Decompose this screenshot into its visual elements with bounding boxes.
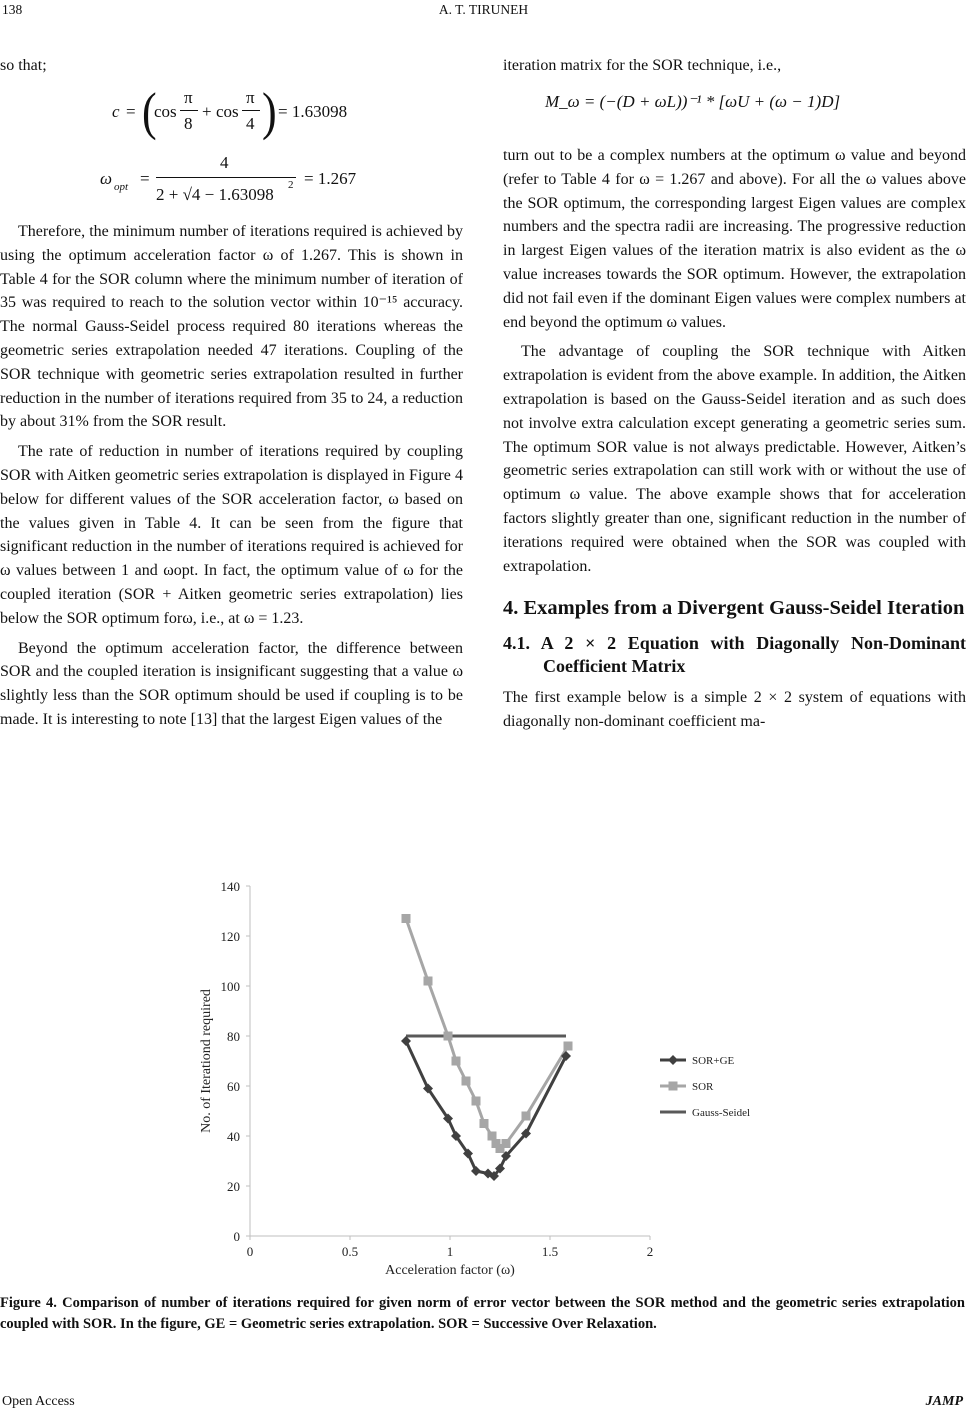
data-point (480, 1119, 489, 1128)
paragraph: Beyond the optimum acceleration factor, the difference between SOR and the coupled iteration is insignificant suggesting that a value ω slightly less than the SOR optimum should be used if coupling is to be made. It is interesting to note [13] that the largest Eigen values of the (0, 639, 463, 728)
data-point (502, 1139, 511, 1148)
paragraph: The first example below is a simple 2 × 2 system of equations with diagonally non-dominant coefficient ma- (503, 689, 966, 731)
figure-4-chart (190, 870, 790, 1290)
data-point (522, 1112, 531, 1121)
x-tick-label: 1.5 (541, 1244, 559, 1259)
paragraph: so that; (0, 57, 47, 74)
legend-label: SOR (692, 1081, 714, 1093)
paragraph: turn out to be a complex numbers at the optimum ω value and beyond (refer to Table 4 for ω = 1.267 and above). For all the ω values above the SOR optimum, the corresponding largest Eigen values are complex numbers and the spectra radii are increasing. The progressive reduction in largest Eigen values of the iteration matrix is also evident as the ω value increases towards the SOR optimum. However, the extrapolation did not fail even if the dominant Eigen values were complex numbers at end beyond the optimum ω values. (503, 147, 966, 331)
data-point (462, 1077, 471, 1086)
y-tick-label: 100 (220, 979, 240, 994)
data-point (452, 1057, 461, 1066)
y-tick-label: 80 (227, 1029, 240, 1044)
subsection-heading: 4.1. A 2 × 2 Equation with Diagonally Non-Dominant Coefficient Matrix (503, 633, 966, 677)
series-line-sor-ge (406, 1041, 566, 1176)
y-tick-label: 40 (227, 1129, 240, 1144)
data-point (669, 1082, 678, 1091)
paragraph: iteration matrix for the SOR technique, i.e., (503, 57, 782, 74)
paragraph: Therefore, the minimum number of iterations required is achieved by using the optimum acceleration factor ω of 1.267. This is shown in Table 4 for the SOR column where the minimum number of iteration of 35 was required to reach to the solution vector within 10⁻¹⁵ accuracy. The normal Gauss-Seidel process required 80 iterations whereas the geometric series extrapolation needed 47 iterations. Coupling of the SOR technique with geometric series extrapolation resulted in further reduction in the number of iterations required from 35 to 24, a reduction by about 31% from the SOR result. (0, 223, 463, 431)
y-tick-label: 140 (220, 879, 240, 894)
footer-open-access: Open Access (2, 1394, 75, 1409)
paragraph: The rate of reduction in number of iterations required by coupling SOR with Aitken geometric series extrapolation is displayed in Figure 4 below for different values of the SOR acceleration factor, ω based on the values given in Table 4. It can be seen from the figure that significant reduction in the number of iterations required is achieved for ω values between 1 and ωopt. In fact, the optimum value of ω for the coupled iteration (SOR + Aitken geometric series extrapolation) lies below the SOR optimum forω, i.e., at ω = 1.23. (0, 443, 463, 627)
data-point (668, 1055, 678, 1065)
data-point (564, 1042, 573, 1051)
section-heading: 4. Examples from a Divergent Gauss-Seidel Iteration (503, 597, 965, 620)
series-line-sor (406, 919, 568, 1149)
x-tick-label: 2 (646, 1244, 654, 1259)
equation-m-omega: M_ω = (−(D + ωL))⁻¹ * [ωU + (ω − 1)D] (545, 92, 841, 111)
page-number: 138 (2, 2, 23, 17)
footer-journal: JAMP (925, 1394, 963, 1409)
legend-label: SOR+GE (692, 1055, 735, 1067)
x-tick-label: 0 (246, 1244, 254, 1259)
right-column-body (503, 144, 966, 734)
equation-c: c = ( cos π 8 + cos π 4 ) = 1.63098 (112, 82, 348, 141)
data-point (472, 1097, 481, 1106)
x-axis-label: Acceleration factor (ω) (385, 1263, 515, 1278)
data-point (402, 914, 411, 923)
left-column (0, 54, 463, 78)
y-tick-label: 0 (233, 1229, 240, 1244)
legend-label: Gauss-Seidel (692, 1107, 751, 1119)
x-tick-label: 0.5 (341, 1244, 359, 1259)
data-point (471, 1166, 481, 1176)
y-tick-label: 60 (227, 1079, 240, 1094)
data-point (424, 977, 433, 986)
equation-omega-opt: ω opt = 4 2 + √4 − 1.63098 2 = 1.267 (100, 153, 357, 204)
left-column-body (0, 220, 463, 732)
y-tick-label: 20 (227, 1179, 240, 1194)
right-column (503, 54, 966, 78)
x-tick-label: 1 (446, 1244, 454, 1259)
y-tick-label: 120 (220, 929, 240, 944)
y-axis-label: No. of Iterationd required (199, 989, 214, 1133)
figure-caption: Figure 4. Comparison of number of iterations required for given norm of error vector between the SOR method and the geometric series extrapolation coupled with SOR. In the figure, GE = Geometric series extrapolation. SOR = Successive Over Relaxation. (0, 1295, 965, 1332)
paragraph: The advantage of coupling the SOR technique with Aitken extrapolation is evident from the above example. In addition, the Aitken extrapolation is based on the Gauss-Seidel iteration and as such does not involve extra calculation except generating a geometric series sum. The optimum SOR value is not always predictable. However, Aitken’s geometric series extrapolation can still work with or without the use of optimum ω value. The above example shows that for acceleration factors slightly greater than one, significant reduction in the number of iterations required were obtained when the SOR was coupled with extrapolation. (503, 343, 966, 575)
running-title: A. T. TIRUNEH (438, 2, 529, 17)
data-point (444, 1032, 453, 1041)
